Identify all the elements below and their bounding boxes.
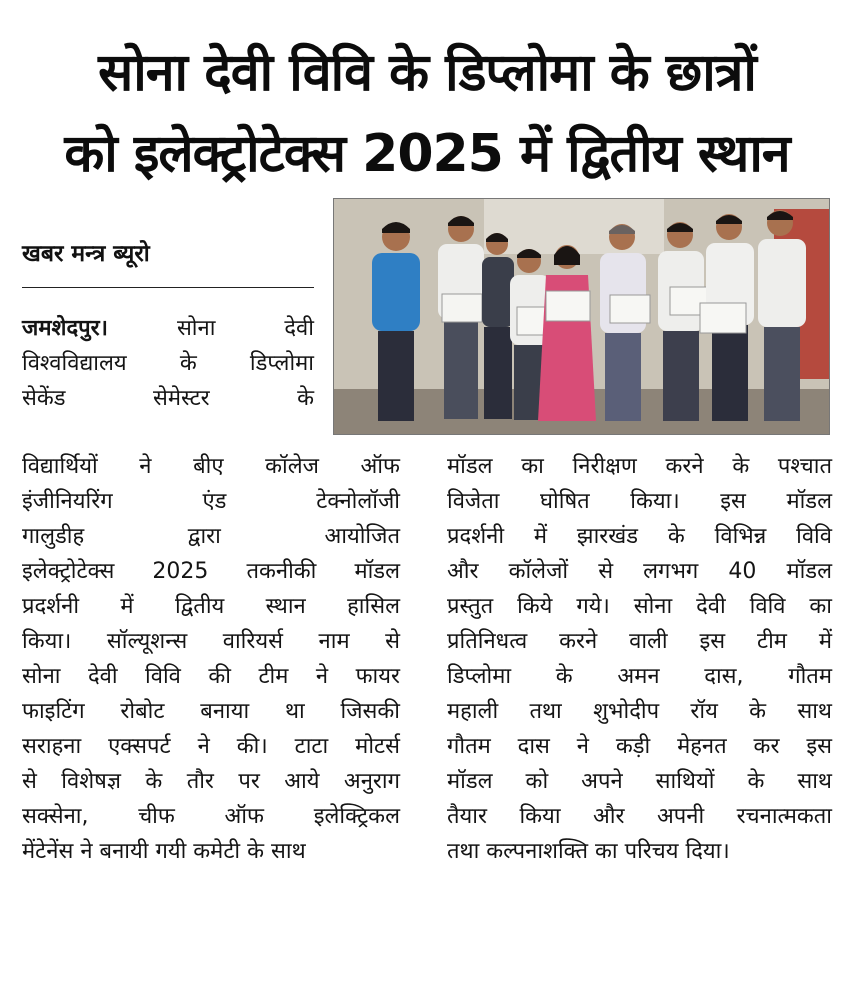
article-line: [22, 311, 314, 346]
article-line: सक्सेना, चीफ ऑफ इलेक्ट्रिकल: [22, 804, 400, 829]
article-line: गौतम दास ने कड़ी मेहनत कर इस: [447, 734, 832, 759]
byline-divider: [22, 287, 314, 288]
article-line-text: सोना देवी: [176, 316, 314, 341]
article-line: विजेता घोषित किया। इस मॉडल: [447, 489, 832, 514]
article-line: मॉडल का निरीक्षण करने के पश्चात: [447, 454, 832, 479]
group-photo: [333, 198, 830, 435]
article-line: विद्यार्थियों ने बीए कॉलेज ऑफ: [22, 454, 400, 479]
article-column-2: [447, 449, 832, 869]
headline-line-1: सोना देवी विवि के डिप्लोमा के छात्रों: [98, 43, 756, 103]
article-column-1-top: [22, 311, 314, 416]
article-line: तथा कल्पनाशक्ति का परिचय दिया।: [447, 839, 730, 864]
person-2: [438, 216, 484, 419]
article-line: फाइटिंग रोबोट बनाया था जिसकी: [22, 699, 400, 724]
article-line: इंजीनियरिंग एंड टेक्नोलॉजी: [22, 489, 400, 514]
article-line: गालुडीह द्वारा आयोजित: [22, 524, 400, 549]
article-line: तैयार किया और अपनी रचनात्मकता: [447, 804, 832, 829]
person-9: [758, 210, 806, 421]
article-line: इलेक्ट्रोटेक्स 2025 तकनीकी मॉडल: [22, 559, 400, 584]
article-line: महाली तथा शुभोदीप रॉय के साथ: [447, 699, 832, 724]
article-line: किया। सॉल्यूशन्स वारियर्स नाम से: [22, 629, 400, 654]
article-column-1: [22, 449, 400, 869]
article-line: मेंटेनेंस ने बनायी गयी कमेटी के साथ: [22, 839, 306, 864]
article-line: और कॉलेजों से लगभग 40 मॉडल: [447, 559, 832, 584]
person-3: [482, 233, 514, 419]
article-line: से विशेषज्ञ के तौर पर आये अनुराग: [22, 769, 400, 794]
article-line: डिप्लोमा के अमन दास, गौतम: [447, 664, 832, 689]
dateline: जमशेदपुर।: [22, 316, 108, 341]
article-line: प्रदर्शनी में द्वितीय स्थान हासिल: [22, 594, 400, 619]
article-line: विश्वविद्यालय के डिप्लोमा: [22, 351, 314, 376]
headline-line-2: को इलेक्ट्रोटेक्स 2025 में द्वितीय स्थान: [64, 124, 790, 184]
article-line: सोना देवी विवि की टीम ने फायर: [22, 664, 400, 689]
photo-window: [484, 199, 664, 254]
article-line: प्रस्तुत किये गये। सोना देवी विवि का: [447, 594, 832, 619]
article-line: प्रदर्शनी में झारखंड के विभिन्न विवि: [447, 524, 832, 549]
byline: खबर मन्त्र ब्यूरो: [22, 241, 150, 267]
group-photo-icon: [334, 199, 829, 434]
article-line: सेकेंड सेमेस्टर के: [22, 386, 314, 411]
article-line: सराहना एक्सपर्ट ने की। टाटा मोटर्स: [22, 734, 400, 759]
article-line: मॉडल को अपने साथियों के साथ: [447, 769, 832, 794]
article-line: प्रतिनिधत्व करने वाली इस टीम में: [447, 629, 832, 654]
